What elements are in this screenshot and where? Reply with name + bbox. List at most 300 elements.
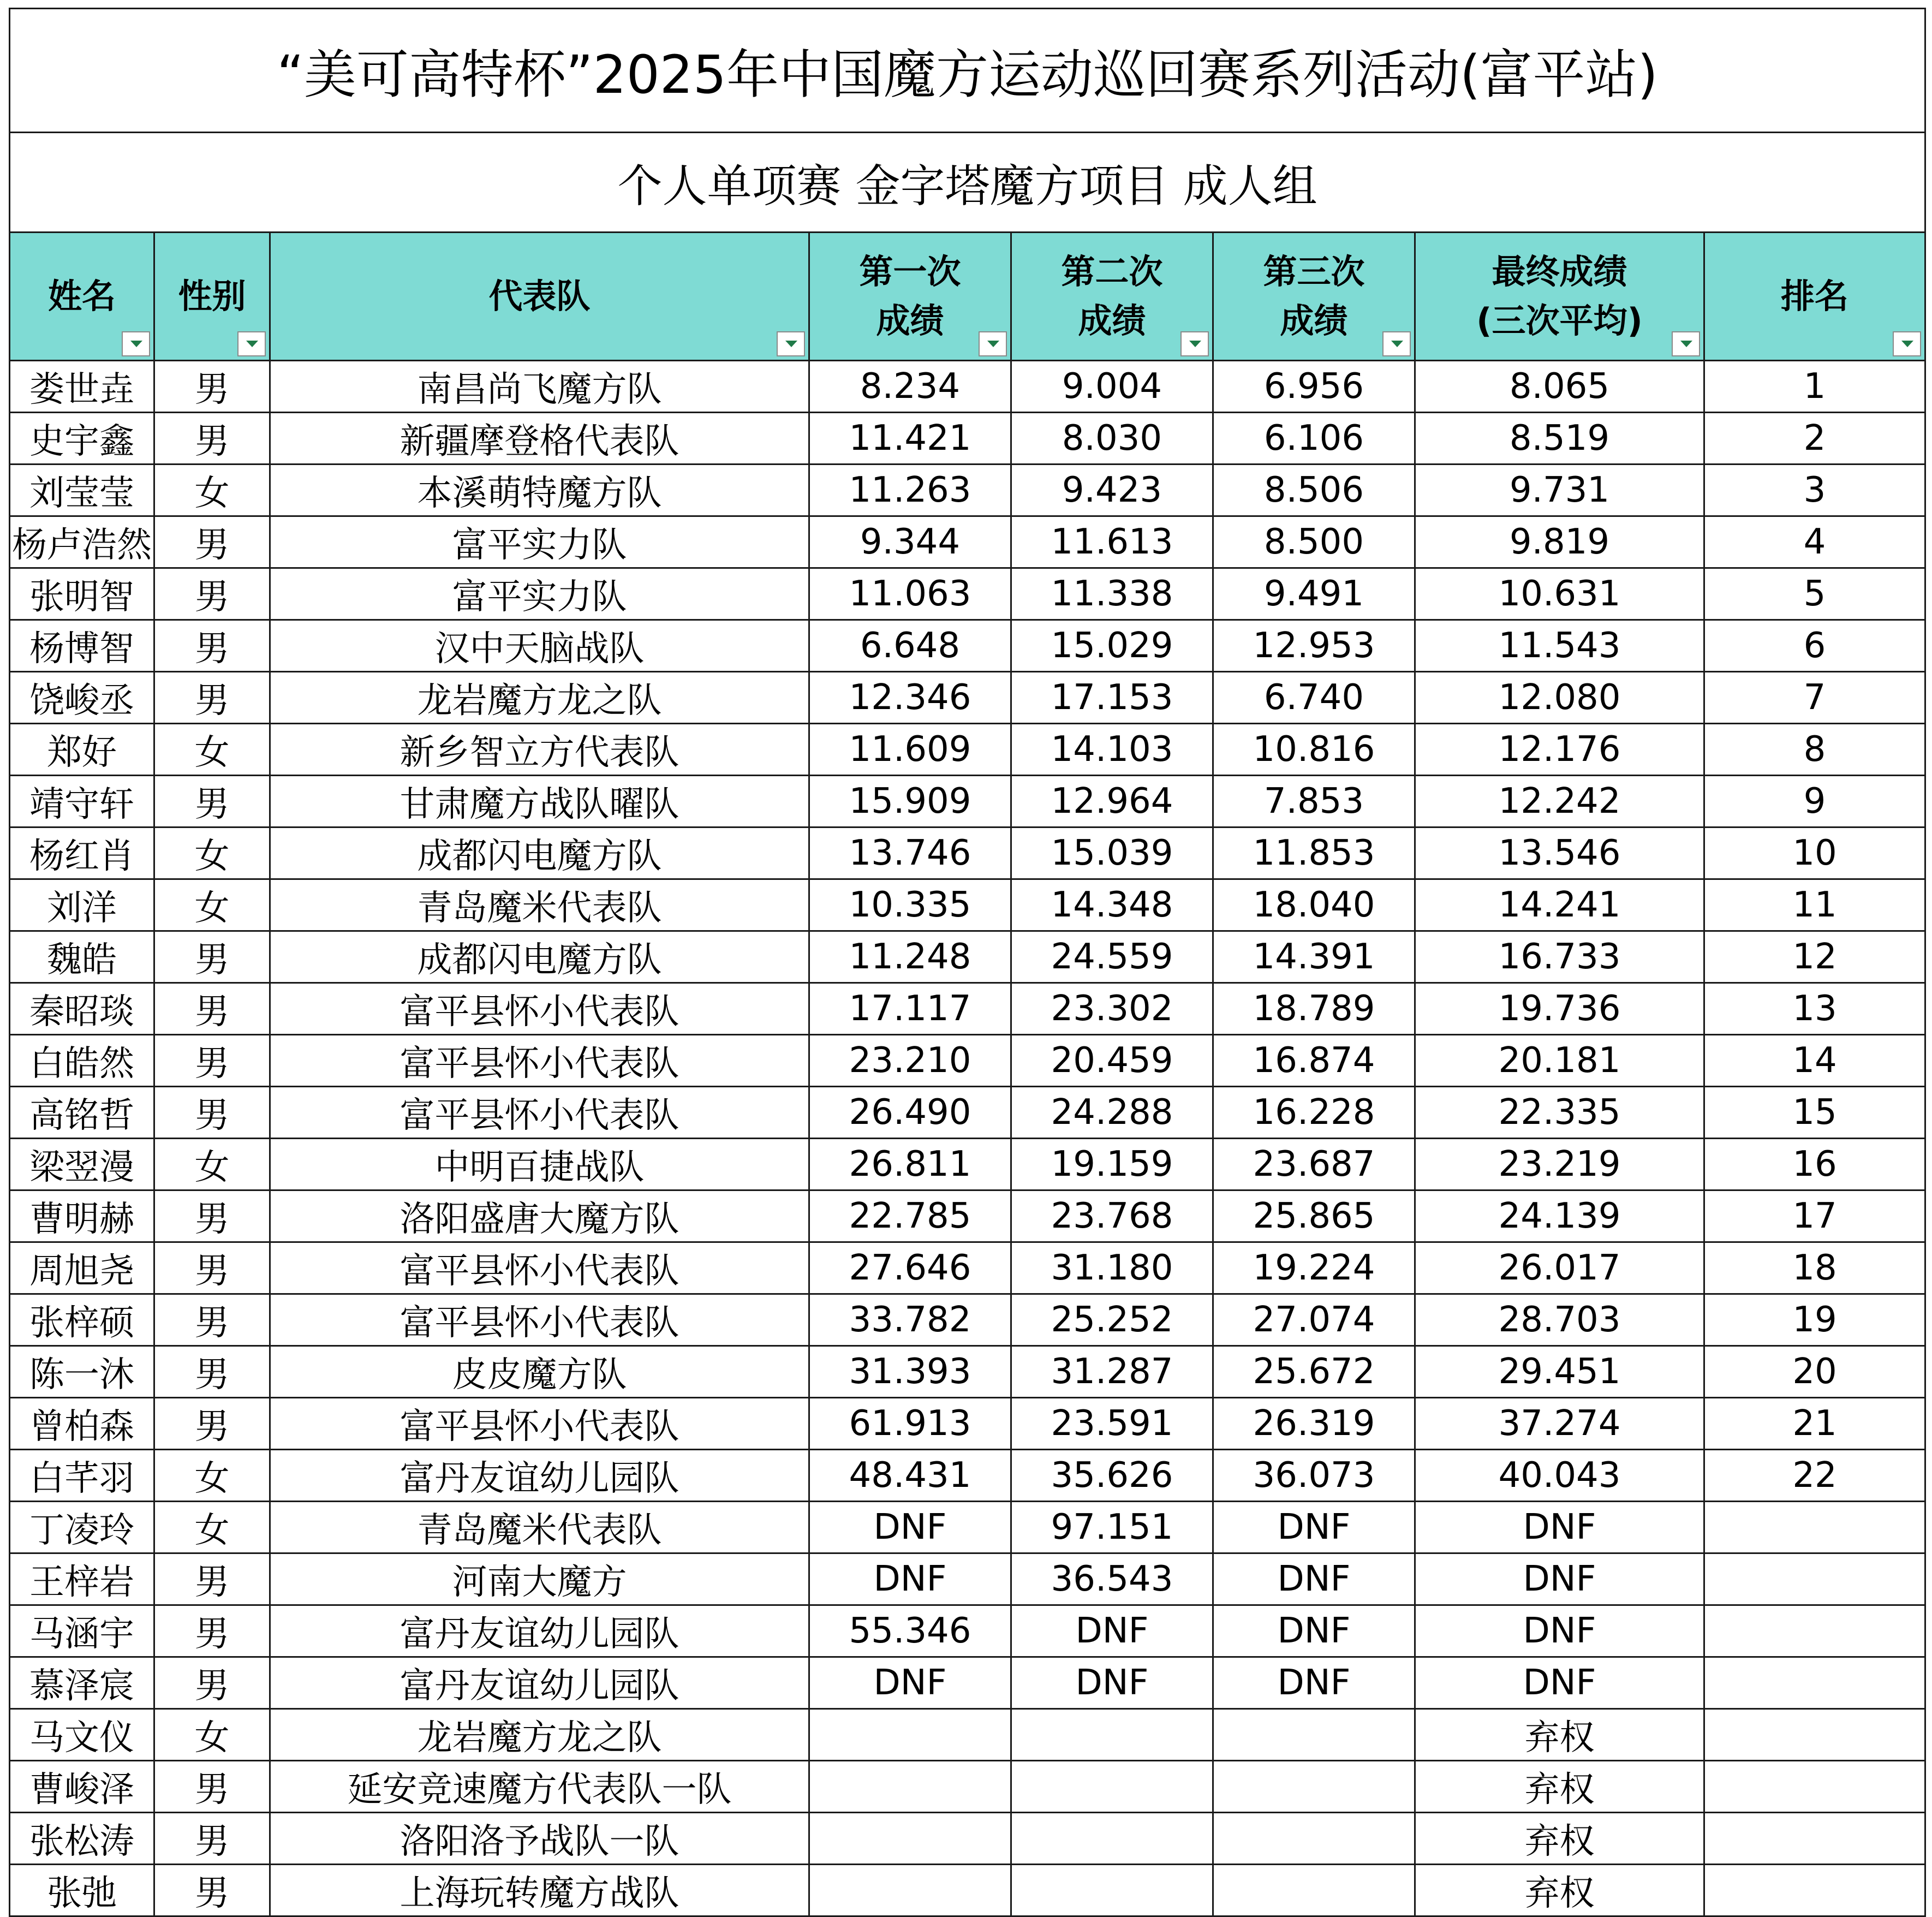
cell-gender: 男 [154,1657,270,1709]
table-row [10,931,1925,983]
cell-name: 周旭尧 [10,1242,154,1294]
cell-team: 新疆摩登格代表队 [270,413,809,465]
cell-average: 弃权 [1415,1813,1704,1865]
cell-average: 8.519 [1415,413,1704,465]
cell-average: 弃权 [1415,1709,1704,1761]
cell-team: 龙岩魔方龙之队 [270,672,809,724]
cell-team: 成都闪电魔方队 [270,931,809,983]
cell-rank: 5 [1704,568,1925,620]
cell-name: 高铭哲 [10,1087,154,1139]
cell-rank: 2 [1704,413,1925,465]
cell-rank [1704,1502,1925,1553]
cell-name: 饶峻丞 [10,672,154,724]
cell-average: DNF [1415,1553,1704,1605]
cell-attempt-2 [1011,1865,1213,1916]
table-row [10,672,1925,724]
cell-attempt-2: 11.613 [1011,516,1213,568]
cell-gender: 男 [154,1035,270,1087]
column-header-label-line2: 成绩 [876,301,944,341]
cell-team: 上海玩转魔方战队 [270,1865,809,1916]
filter-dropdown-icon[interactable] [777,331,805,356]
column-header-label: 姓名 [47,276,116,317]
cell-attempt-2: 15.029 [1011,620,1213,672]
cell-team: 汉中天脑战队 [270,620,809,672]
cell-attempt-1: 17.117 [809,983,1011,1035]
filter-dropdown-icon[interactable] [979,331,1007,356]
cell-team: 龙岩魔方龙之队 [270,1709,809,1761]
cell-team: 洛阳盛唐大魔方队 [270,1190,809,1242]
table-row [10,1865,1925,1916]
cell-attempt-3: 12.953 [1213,620,1415,672]
cell-average: 弃权 [1415,1865,1704,1916]
cell-name: 慕泽宸 [10,1657,154,1709]
cell-attempt-3: 16.228 [1213,1087,1415,1139]
cell-average: 16.733 [1415,931,1704,983]
cell-attempt-1: 11.248 [809,931,1011,983]
cell-attempt-1 [809,1865,1011,1916]
cell-rank: 19 [1704,1294,1925,1346]
cell-rank [1704,1605,1925,1657]
table-row [10,516,1925,568]
cell-rank [1704,1709,1925,1761]
table-row [10,983,1925,1035]
cell-name: 靖守轩 [10,776,154,827]
cell-gender: 女 [154,1139,270,1190]
cell-attempt-1: 8.234 [809,361,1011,413]
cell-attempt-3: 19.224 [1213,1242,1415,1294]
cell-attempt-1: 15.909 [809,776,1011,827]
cell-rank: 3 [1704,465,1925,516]
cell-average: 22.335 [1415,1087,1704,1139]
cell-attempt-3: 14.391 [1213,931,1415,983]
cell-attempt-1: DNF [809,1553,1011,1605]
table-row [10,1605,1925,1657]
cell-gender: 男 [154,620,270,672]
cell-attempt-3: 9.491 [1213,568,1415,620]
cell-gender: 男 [154,1346,270,1398]
cell-attempt-3: 8.506 [1213,465,1415,516]
table-row [10,1294,1925,1346]
cell-attempt-2: 12.964 [1011,776,1213,827]
cell-attempt-2 [1011,1761,1213,1813]
column-header [1011,233,1213,361]
cell-attempt-3: 27.074 [1213,1294,1415,1346]
cell-average: 20.181 [1415,1035,1704,1087]
cell-name: 白芊羽 [10,1450,154,1502]
cell-gender: 男 [154,672,270,724]
cell-team: 富平县怀小代表队 [270,1242,809,1294]
column-header [1415,233,1704,361]
cell-gender: 男 [154,568,270,620]
cell-gender: 男 [154,1242,270,1294]
cell-gender: 男 [154,1865,270,1916]
table-row [10,1553,1925,1605]
cell-name: 白皓然 [10,1035,154,1087]
cell-name: 娄世垚 [10,361,154,413]
cell-average: 10.631 [1415,568,1704,620]
cell-attempt-2: 8.030 [1011,413,1213,465]
cell-attempt-2: 20.459 [1011,1035,1213,1087]
cell-gender: 男 [154,1294,270,1346]
cell-attempt-1: 26.811 [809,1139,1011,1190]
cell-team: 富平县怀小代表队 [270,1035,809,1087]
column-header-label: 最终成绩 [1492,252,1627,292]
cell-rank: 4 [1704,516,1925,568]
cell-attempt-1: 13.746 [809,827,1011,879]
cell-attempt-3: 36.073 [1213,1450,1415,1502]
cell-attempt-2: 31.287 [1011,1346,1213,1398]
cell-gender: 男 [154,983,270,1035]
cell-rank: 15 [1704,1087,1925,1139]
cell-team: 青岛魔米代表队 [270,879,809,931]
cell-attempt-2: 17.153 [1011,672,1213,724]
cell-team: 富平县怀小代表队 [270,1398,809,1450]
cell-gender: 男 [154,776,270,827]
cell-team: 甘肃魔方战队曜队 [270,776,809,827]
cell-gender: 男 [154,1761,270,1813]
cell-name: 刘莹莹 [10,465,154,516]
cell-average: 12.176 [1415,724,1704,776]
cell-rank: 8 [1704,724,1925,776]
column-header [1704,233,1925,361]
cell-average: 19.736 [1415,983,1704,1035]
cell-attempt-2 [1011,1813,1213,1865]
cell-gender: 女 [154,724,270,776]
table-row [10,1087,1925,1139]
cell-name: 郑好 [10,724,154,776]
cell-name: 张明智 [10,568,154,620]
cell-attempt-3 [1213,1813,1415,1865]
cell-rank [1704,1657,1925,1709]
cell-attempt-3: 23.687 [1213,1139,1415,1190]
cell-gender: 女 [154,879,270,931]
cell-name: 刘洋 [10,879,154,931]
column-header-label-line2: 成绩 [1280,301,1348,341]
sheet-title: “美可高特杯”2025年中国魔方运动巡回赛系列活动(富平站) [10,9,1925,133]
cell-team: 富平实力队 [270,516,809,568]
cell-attempt-3: 10.816 [1213,724,1415,776]
cell-gender: 女 [154,1450,270,1502]
cell-rank: 16 [1704,1139,1925,1190]
cell-attempt-2: 19.159 [1011,1139,1213,1190]
cell-attempt-2: 31.180 [1011,1242,1213,1294]
cell-gender: 男 [154,361,270,413]
cell-team: 中明百捷战队 [270,1139,809,1190]
column-header-label-line2: 成绩 [1078,301,1146,341]
column-header-label: 第一次 [859,252,961,292]
cell-attempt-3: DNF [1213,1553,1415,1605]
cell-team: 富丹友谊幼儿园队 [270,1605,809,1657]
cell-team: 富平县怀小代表队 [270,1087,809,1139]
cell-average: 9.819 [1415,516,1704,568]
cell-average: 37.274 [1415,1398,1704,1450]
cell-gender: 男 [154,1190,270,1242]
cell-name: 史宇鑫 [10,413,154,465]
cell-name: 杨博智 [10,620,154,672]
cell-rank: 9 [1704,776,1925,827]
cell-name: 曹峻泽 [10,1761,154,1813]
column-header-row [10,233,1925,361]
cell-attempt-2: 24.288 [1011,1087,1213,1139]
cell-rank: 6 [1704,620,1925,672]
table-row [10,361,1925,413]
cell-attempt-1: 12.346 [809,672,1011,724]
cell-average: 13.546 [1415,827,1704,879]
cell-attempt-2: DNF [1011,1657,1213,1709]
cell-name: 杨卢浩然 [10,516,154,568]
cell-name: 马涵宇 [10,1605,154,1657]
column-header-label: 代表队 [488,276,591,317]
cell-rank: 1 [1704,361,1925,413]
table-row [10,1346,1925,1398]
cell-rank: 7 [1704,672,1925,724]
cell-attempt-2: 9.423 [1011,465,1213,516]
cell-team: 洛阳洛予战队一队 [270,1813,809,1865]
cell-gender: 女 [154,1502,270,1553]
cell-name: 张梓硕 [10,1294,154,1346]
cell-average: DNF [1415,1502,1704,1553]
cell-attempt-2: 23.302 [1011,983,1213,1035]
cell-attempt-1 [809,1761,1011,1813]
cell-attempt-1: DNF [809,1657,1011,1709]
cell-rank: 13 [1704,983,1925,1035]
cell-team: 新乡智立方代表队 [270,724,809,776]
table-row [10,568,1925,620]
cell-attempt-2 [1011,1709,1213,1761]
cell-attempt-3: DNF [1213,1605,1415,1657]
cell-gender: 男 [154,413,270,465]
cell-gender: 女 [154,1709,270,1761]
cell-team: 青岛魔米代表队 [270,1502,809,1553]
cell-attempt-3: 8.500 [1213,516,1415,568]
table-row [10,827,1925,879]
cell-attempt-1: 6.648 [809,620,1011,672]
cell-attempt-2: 24.559 [1011,931,1213,983]
table-row [10,465,1925,516]
cell-attempt-1: 23.210 [809,1035,1011,1087]
table-row [10,620,1925,672]
cell-team: 河南大魔方 [270,1553,809,1605]
cell-gender: 男 [154,1087,270,1139]
cell-gender: 男 [154,931,270,983]
filter-dropdown-icon[interactable] [1893,331,1921,356]
cell-name: 曾柏森 [10,1398,154,1450]
cell-gender: 男 [154,1813,270,1865]
table-row [10,1450,1925,1502]
table-row [10,1813,1925,1865]
cell-attempt-1 [809,1709,1011,1761]
cell-team: 成都闪电魔方队 [270,827,809,879]
cell-gender: 女 [154,465,270,516]
cell-gender: 男 [154,1605,270,1657]
cell-attempt-3: 6.106 [1213,413,1415,465]
cell-average: 26.017 [1415,1242,1704,1294]
cell-name: 魏皓 [10,931,154,983]
cell-attempt-2: 36.543 [1011,1553,1213,1605]
cell-rank [1704,1813,1925,1865]
cell-gender: 男 [154,1553,270,1605]
cell-team: 本溪萌特魔方队 [270,465,809,516]
cell-average: DNF [1415,1657,1704,1709]
cell-name: 丁凌玲 [10,1502,154,1553]
cell-name: 梁翌漫 [10,1139,154,1190]
cell-attempt-1: 33.782 [809,1294,1011,1346]
cell-attempt-3: 7.853 [1213,776,1415,827]
column-header-label: 第二次 [1061,252,1163,292]
cell-average: 28.703 [1415,1294,1704,1346]
table-row [10,1502,1925,1553]
table-row [10,879,1925,931]
results-table [9,8,1926,1917]
cell-team: 南昌尚飞魔方队 [270,361,809,413]
cell-name: 杨红肖 [10,827,154,879]
cell-rank: 11 [1704,879,1925,931]
cell-attempt-3: 18.789 [1213,983,1415,1035]
cell-team: 富平县怀小代表队 [270,1294,809,1346]
cell-team: 延安竞速魔方代表队一队 [270,1761,809,1813]
cell-gender: 男 [154,1398,270,1450]
cell-rank: 20 [1704,1346,1925,1398]
column-header-label: 排名 [1781,276,1849,317]
cell-attempt-3: DNF [1213,1657,1415,1709]
cell-attempt-2: 35.626 [1011,1450,1213,1502]
cell-attempt-1: 11.263 [809,465,1011,516]
table-row [10,1761,1925,1813]
cell-rank: 21 [1704,1398,1925,1450]
cell-attempt-2: 23.591 [1011,1398,1213,1450]
cell-average: 11.543 [1415,620,1704,672]
cell-rank: 10 [1704,827,1925,879]
filter-dropdown-icon[interactable] [122,331,150,356]
cell-attempt-1: DNF [809,1502,1011,1553]
cell-attempt-1: 11.063 [809,568,1011,620]
cell-average: 8.065 [1415,361,1704,413]
cell-attempt-1: 10.335 [809,879,1011,931]
cell-rank: 17 [1704,1190,1925,1242]
cell-team: 皮皮魔方队 [270,1346,809,1398]
cell-gender: 男 [154,516,270,568]
cell-attempt-1: 48.431 [809,1450,1011,1502]
cell-attempt-1: 27.646 [809,1242,1011,1294]
cell-attempt-3: 18.040 [1213,879,1415,931]
cell-attempt-1: 9.344 [809,516,1011,568]
cell-gender: 女 [154,827,270,879]
table-row [10,1190,1925,1242]
table-row [10,776,1925,827]
cell-average: 40.043 [1415,1450,1704,1502]
table-row [10,413,1925,465]
cell-attempt-1: 55.346 [809,1605,1011,1657]
cell-average: 弃权 [1415,1761,1704,1813]
cell-rank [1704,1865,1925,1916]
cell-attempt-2: 9.004 [1011,361,1213,413]
cell-attempt-2: 15.039 [1011,827,1213,879]
cell-attempt-3: DNF [1213,1502,1415,1553]
cell-name: 秦昭琰 [10,983,154,1035]
cell-average: 29.451 [1415,1346,1704,1398]
column-header [1213,233,1415,361]
cell-attempt-2: DNF [1011,1605,1213,1657]
cell-team: 富平实力队 [270,568,809,620]
cell-rank: 18 [1704,1242,1925,1294]
cell-attempt-2: 14.348 [1011,879,1213,931]
cell-attempt-3: 6.740 [1213,672,1415,724]
cell-attempt-2: 14.103 [1011,724,1213,776]
column-header-label: 第三次 [1263,252,1365,292]
cell-team: 富平县怀小代表队 [270,983,809,1035]
cell-attempt-2: 11.338 [1011,568,1213,620]
filter-dropdown-icon[interactable] [1672,331,1700,356]
column-header-label: 性别 [178,276,246,317]
cell-attempt-1: 61.913 [809,1398,1011,1450]
column-header [809,233,1011,361]
table-row [10,1035,1925,1087]
table-row [10,1398,1925,1450]
cell-rank [1704,1553,1925,1605]
sheet-subtitle: 个人单项赛 金字塔魔方项目 成人组 [10,133,1925,233]
cell-average: DNF [1415,1605,1704,1657]
cell-name: 陈一沐 [10,1346,154,1398]
cell-attempt-3: 25.672 [1213,1346,1415,1398]
cell-average: 12.080 [1415,672,1704,724]
table-row [10,1657,1925,1709]
column-header [10,233,154,361]
cell-name: 张弛 [10,1865,154,1916]
cell-attempt-2: 97.151 [1011,1502,1213,1553]
cell-attempt-1: 31.393 [809,1346,1011,1398]
table-row [10,1242,1925,1294]
cell-attempt-1: 26.490 [809,1087,1011,1139]
column-header-label-line2: (三次平均) [1476,301,1643,341]
table-row [10,724,1925,776]
cell-attempt-3: 11.853 [1213,827,1415,879]
cell-attempt-1 [809,1813,1011,1865]
cell-attempt-2: 25.252 [1011,1294,1213,1346]
filter-dropdown-icon[interactable] [237,331,266,356]
cell-average: 14.241 [1415,879,1704,931]
cell-average: 23.219 [1415,1139,1704,1190]
cell-rank: 12 [1704,931,1925,983]
cell-rank [1704,1761,1925,1813]
cell-attempt-3: 6.956 [1213,361,1415,413]
cell-attempt-2: 23.768 [1011,1190,1213,1242]
cell-attempt-1: 11.421 [809,413,1011,465]
column-header [270,233,809,361]
cell-rank: 22 [1704,1450,1925,1502]
cell-rank: 14 [1704,1035,1925,1087]
filter-dropdown-icon[interactable] [1180,331,1209,356]
cell-attempt-1: 22.785 [809,1190,1011,1242]
cell-name: 张松涛 [10,1813,154,1865]
cell-attempt-1: 11.609 [809,724,1011,776]
cell-name: 马文仪 [10,1709,154,1761]
cell-average: 24.139 [1415,1190,1704,1242]
table-row [10,1139,1925,1190]
cell-team: 富丹友谊幼儿园队 [270,1450,809,1502]
cell-name: 曹明赫 [10,1190,154,1242]
filter-dropdown-icon[interactable] [1382,331,1411,356]
cell-average: 9.731 [1415,465,1704,516]
cell-team: 富丹友谊幼儿园队 [270,1657,809,1709]
cell-attempt-3 [1213,1709,1415,1761]
cell-attempt-3: 26.319 [1213,1398,1415,1450]
cell-attempt-3: 25.865 [1213,1190,1415,1242]
table-row [10,1709,1925,1761]
column-header [154,233,270,361]
cell-attempt-3 [1213,1865,1415,1916]
cell-average: 12.242 [1415,776,1704,827]
cell-attempt-3: 16.874 [1213,1035,1415,1087]
